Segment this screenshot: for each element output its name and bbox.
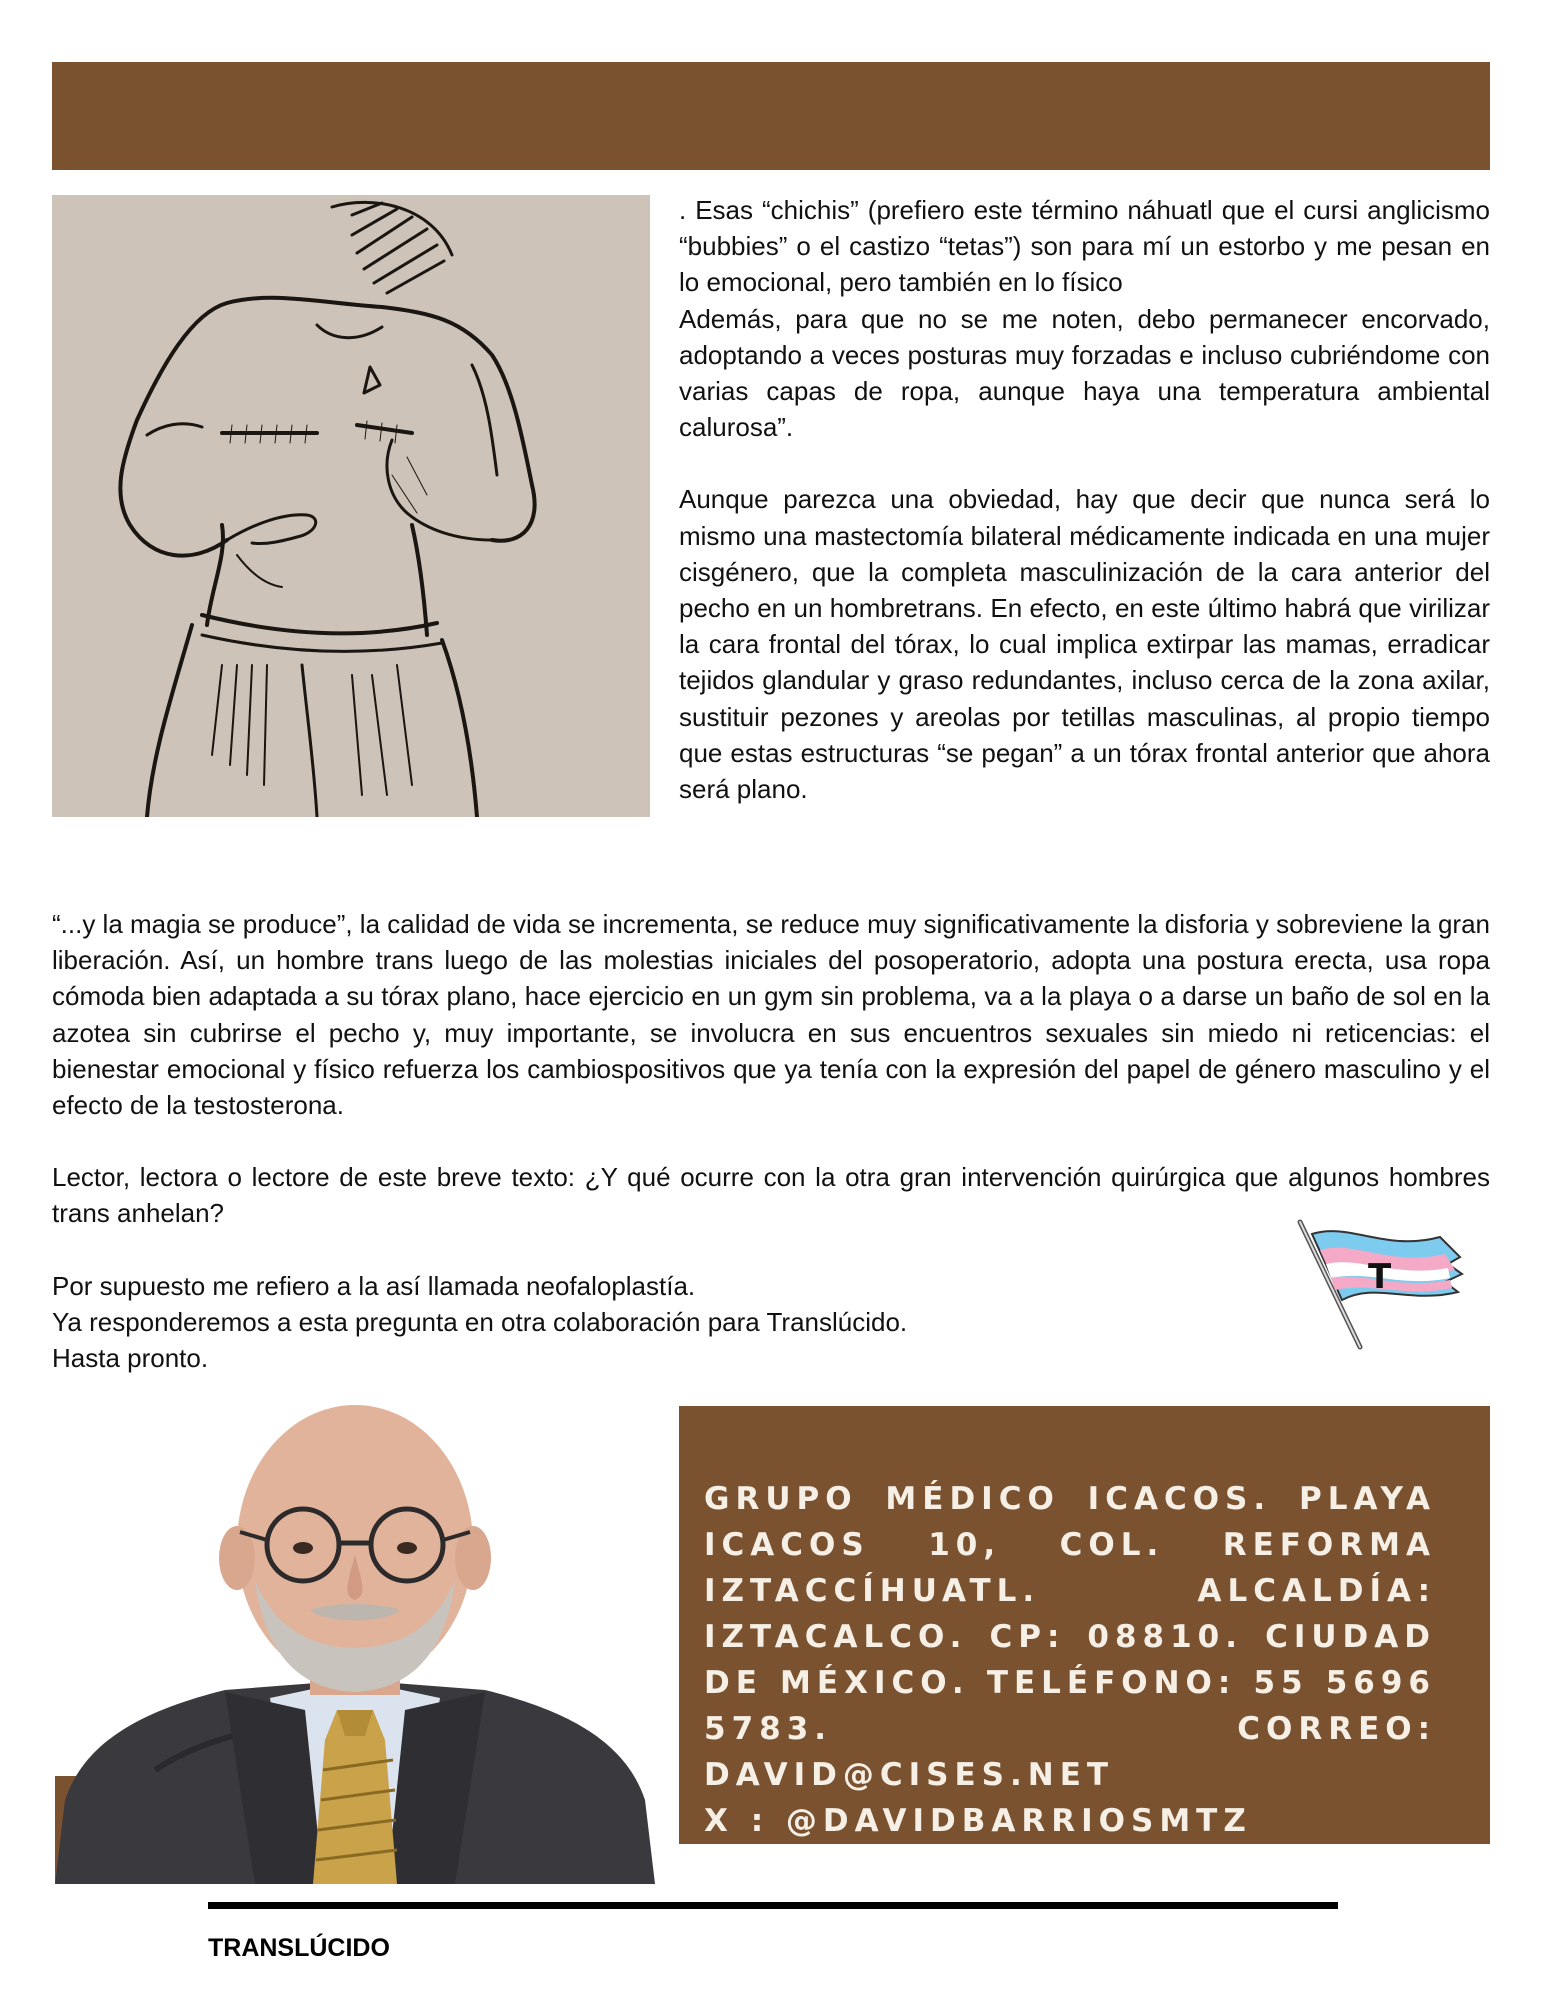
contact-address: GRUPO MÉDICO ICACOS. PLAYA ICACOS 10, COL. REFORMA IZTACCÍHUATL. ALCALDÍA: IZTACALCO. CP: 08810. CIUDAD DE MÉXICO. TELÉFONO: 55 5696 5783. CORREO: DAVID@CISES.NET xyxy=(704,1481,1436,1793)
paragraph: Aunque parezca una obviedad, hay que decir que nunca será lo mismo una mastectomía bilateral médicamente indicada en una mujer cisgénero, que la completa masculinización de la cara anterior del pecho en un hombretrans. En efecto, en este último habrá que virilizar la cara frontal del tórax, lo cual implica extirpar las mamas, erradicar tejidos glandular y graso redundantes, incluso cerca de la zona axilar, sustituir pezones y areolas por tetillas masculinas, al propio tiempo que estas estructuras “se pegan” a un tórax frontal anterior que ahora será plano. xyxy=(679,484,1490,805)
header-banner xyxy=(52,62,1490,170)
author-portrait xyxy=(55,1380,655,1884)
full-width-article-text xyxy=(52,906,1490,1376)
paragraph: Además, para que no se me noten, debo permanecer encorvado, adoptando a veces posturas muy forzadas e incluso cubriéndome con varias capas de ropa, aunque haya una temperatura ambiental calurosa”. xyxy=(679,303,1490,443)
closing-line: Hasta pronto. xyxy=(52,1343,209,1374)
paragraph: . Esas “chichis” (prefiero este término náhuatl que el cursi anglicismo “bubbies” o el castizo “tetas”) son para mí un estorbo y me pesan en lo emocional, pero también en lo físico xyxy=(679,195,1490,298)
trans-flag-icon xyxy=(1290,1212,1470,1352)
column-article-text xyxy=(679,192,1490,807)
publication-title: TRANSLÚCIDO xyxy=(208,1934,390,1962)
closing-line: Ya responderemos a esta pregunta en otra colaboración para Translúcido. xyxy=(52,1306,908,1337)
contact-text xyxy=(704,1476,1436,1844)
contact-box xyxy=(679,1406,1490,1844)
paragraph: Lector, lectora o lectore de este breve texto: ¿Y qué ocurre con la otra gran intervención quirúrgica que algunos hombres trans anhelan? xyxy=(52,1162,1490,1229)
closing-line: Por supuesto me refiero a la así llamada neofaloplastía. xyxy=(52,1270,696,1301)
flag-letter: T xyxy=(1368,1257,1392,1297)
footer-divider xyxy=(208,1902,1338,1909)
chest-sketch-illustration xyxy=(52,195,650,817)
paragraph: “...y la magia se produce”, la calidad de vida se incrementa, se reduce muy significativamente la disforia y sobreviene la gran liberación. Así, un hombre trans luego de las molestias iniciales del posoperatorio, adopta una postura erecta, usa ropa cómoda bien adaptada a su tórax plano, hace ejercicio en un gym sin problema, va a la playa o a darse un baño de sol en la azotea sin cubrirse el pecho y, muy importante, se involucra en sus encuentros sexuales sin miedo ni reticencias: el bienestar emocional y físico refuerza los cambiospositivos que ya tenía con la expresión del papel de género masculino y el efecto de la testosterona. xyxy=(52,909,1490,1121)
social-handle: X : @DAVIDBARRIOSMTZ xyxy=(704,1803,1252,1839)
